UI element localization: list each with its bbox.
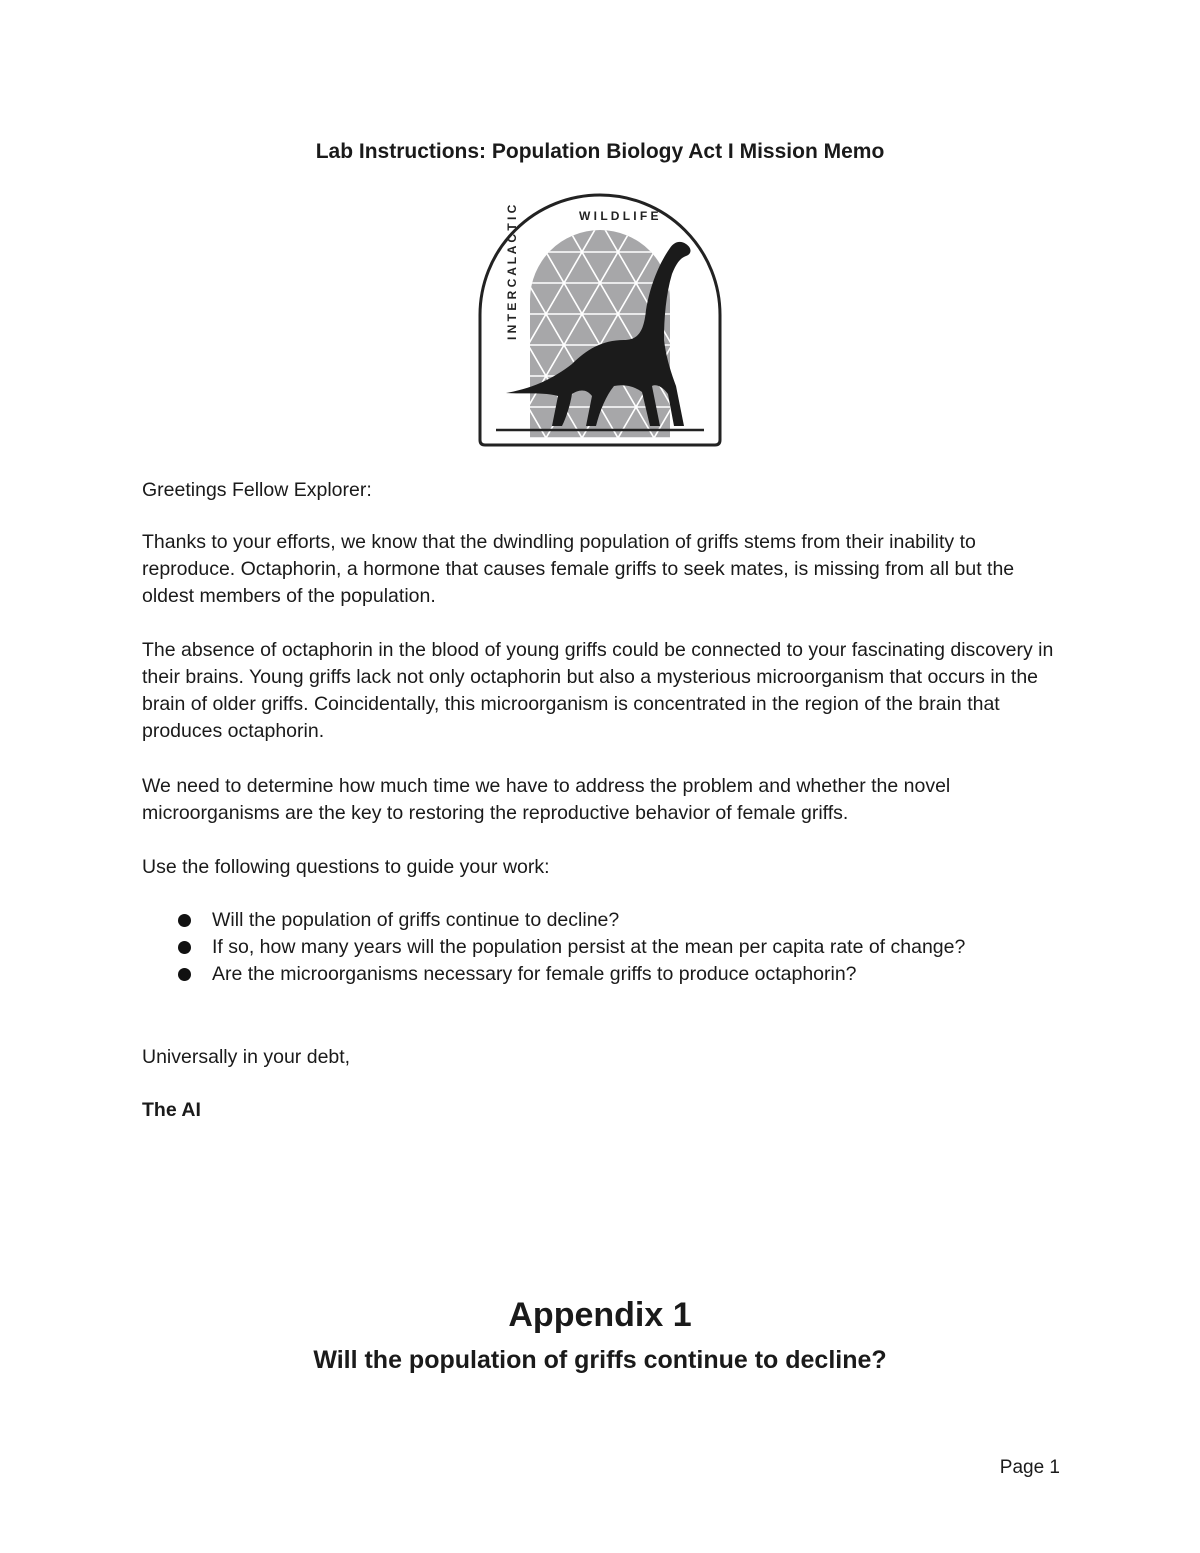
memo-closing xyxy=(142,1044,1062,1071)
appendix-title: Appendix 1 xyxy=(508,1296,692,1334)
federation-logo xyxy=(474,190,726,448)
memo-paragraph-2 xyxy=(142,637,1062,745)
question-text: If so, how many years will the population persist at the mean per capita rate of change? xyxy=(212,936,966,958)
bullet-icon xyxy=(178,941,191,954)
paragraph-text: Use the following questions to guide your work: xyxy=(142,856,550,878)
memo-paragraph-1 xyxy=(142,529,1062,610)
document-title: Lab Instructions: Population Biology Act I Mission Memo xyxy=(315,140,885,163)
bullet-icon xyxy=(178,968,191,981)
paragraph-text: Thanks to your efforts, we know that the dwindling population of griffs stems from their inability to reproduce. Octaphorin, a hormone that causes female griffs to seek mates, is missing from all but the oldest members of the population. xyxy=(142,531,1015,607)
question-text: Are the microorganisms necessary for female griffs to produce octaphorin? xyxy=(212,963,857,985)
list-item xyxy=(142,961,1062,988)
memo-greeting xyxy=(142,477,1062,504)
paragraph-text: We need to determine how much time we have to address the problem and whether the novel microorganisms are the key to restoring the reproductive behavior of female griffs. xyxy=(142,775,951,824)
list-item xyxy=(142,934,1062,961)
page-number: Page 1 xyxy=(999,1457,1060,1478)
memo-paragraph-4 xyxy=(142,854,1062,881)
dinosaur-emblem-icon xyxy=(474,190,726,448)
question-list xyxy=(142,907,1062,988)
list-item xyxy=(142,907,1062,934)
svg-text:W I L D L I F E: W I L D L I F E xyxy=(579,209,659,223)
question-text: Will the population of griffs continue to decline? xyxy=(212,909,620,931)
memo-paragraph-3 xyxy=(142,773,1062,827)
greeting-text: Greetings Fellow Explorer: xyxy=(142,479,372,501)
signature-text: The AI xyxy=(142,1099,201,1121)
paragraph-text: The absence of octaphorin in the blood of young griffs could be connected to your fascinating discovery in their brains. Young griffs lack not only octaphorin but also a mysterious microorganism that occurs in the brain of older griffs. Coincidentally, this microorganism is concentrated in the region of the brain that produces octaphorin. xyxy=(142,639,1054,742)
memo-signature xyxy=(142,1097,1062,1124)
closing-text: Universally in your debt, xyxy=(142,1046,351,1068)
svg-text:I N T E R C A L A C T I C: I N T E R C A L A C T I C xyxy=(505,204,519,340)
bullet-icon xyxy=(178,914,191,927)
appendix-subtitle: Will the population of griffs continue to decline? xyxy=(313,1346,887,1374)
